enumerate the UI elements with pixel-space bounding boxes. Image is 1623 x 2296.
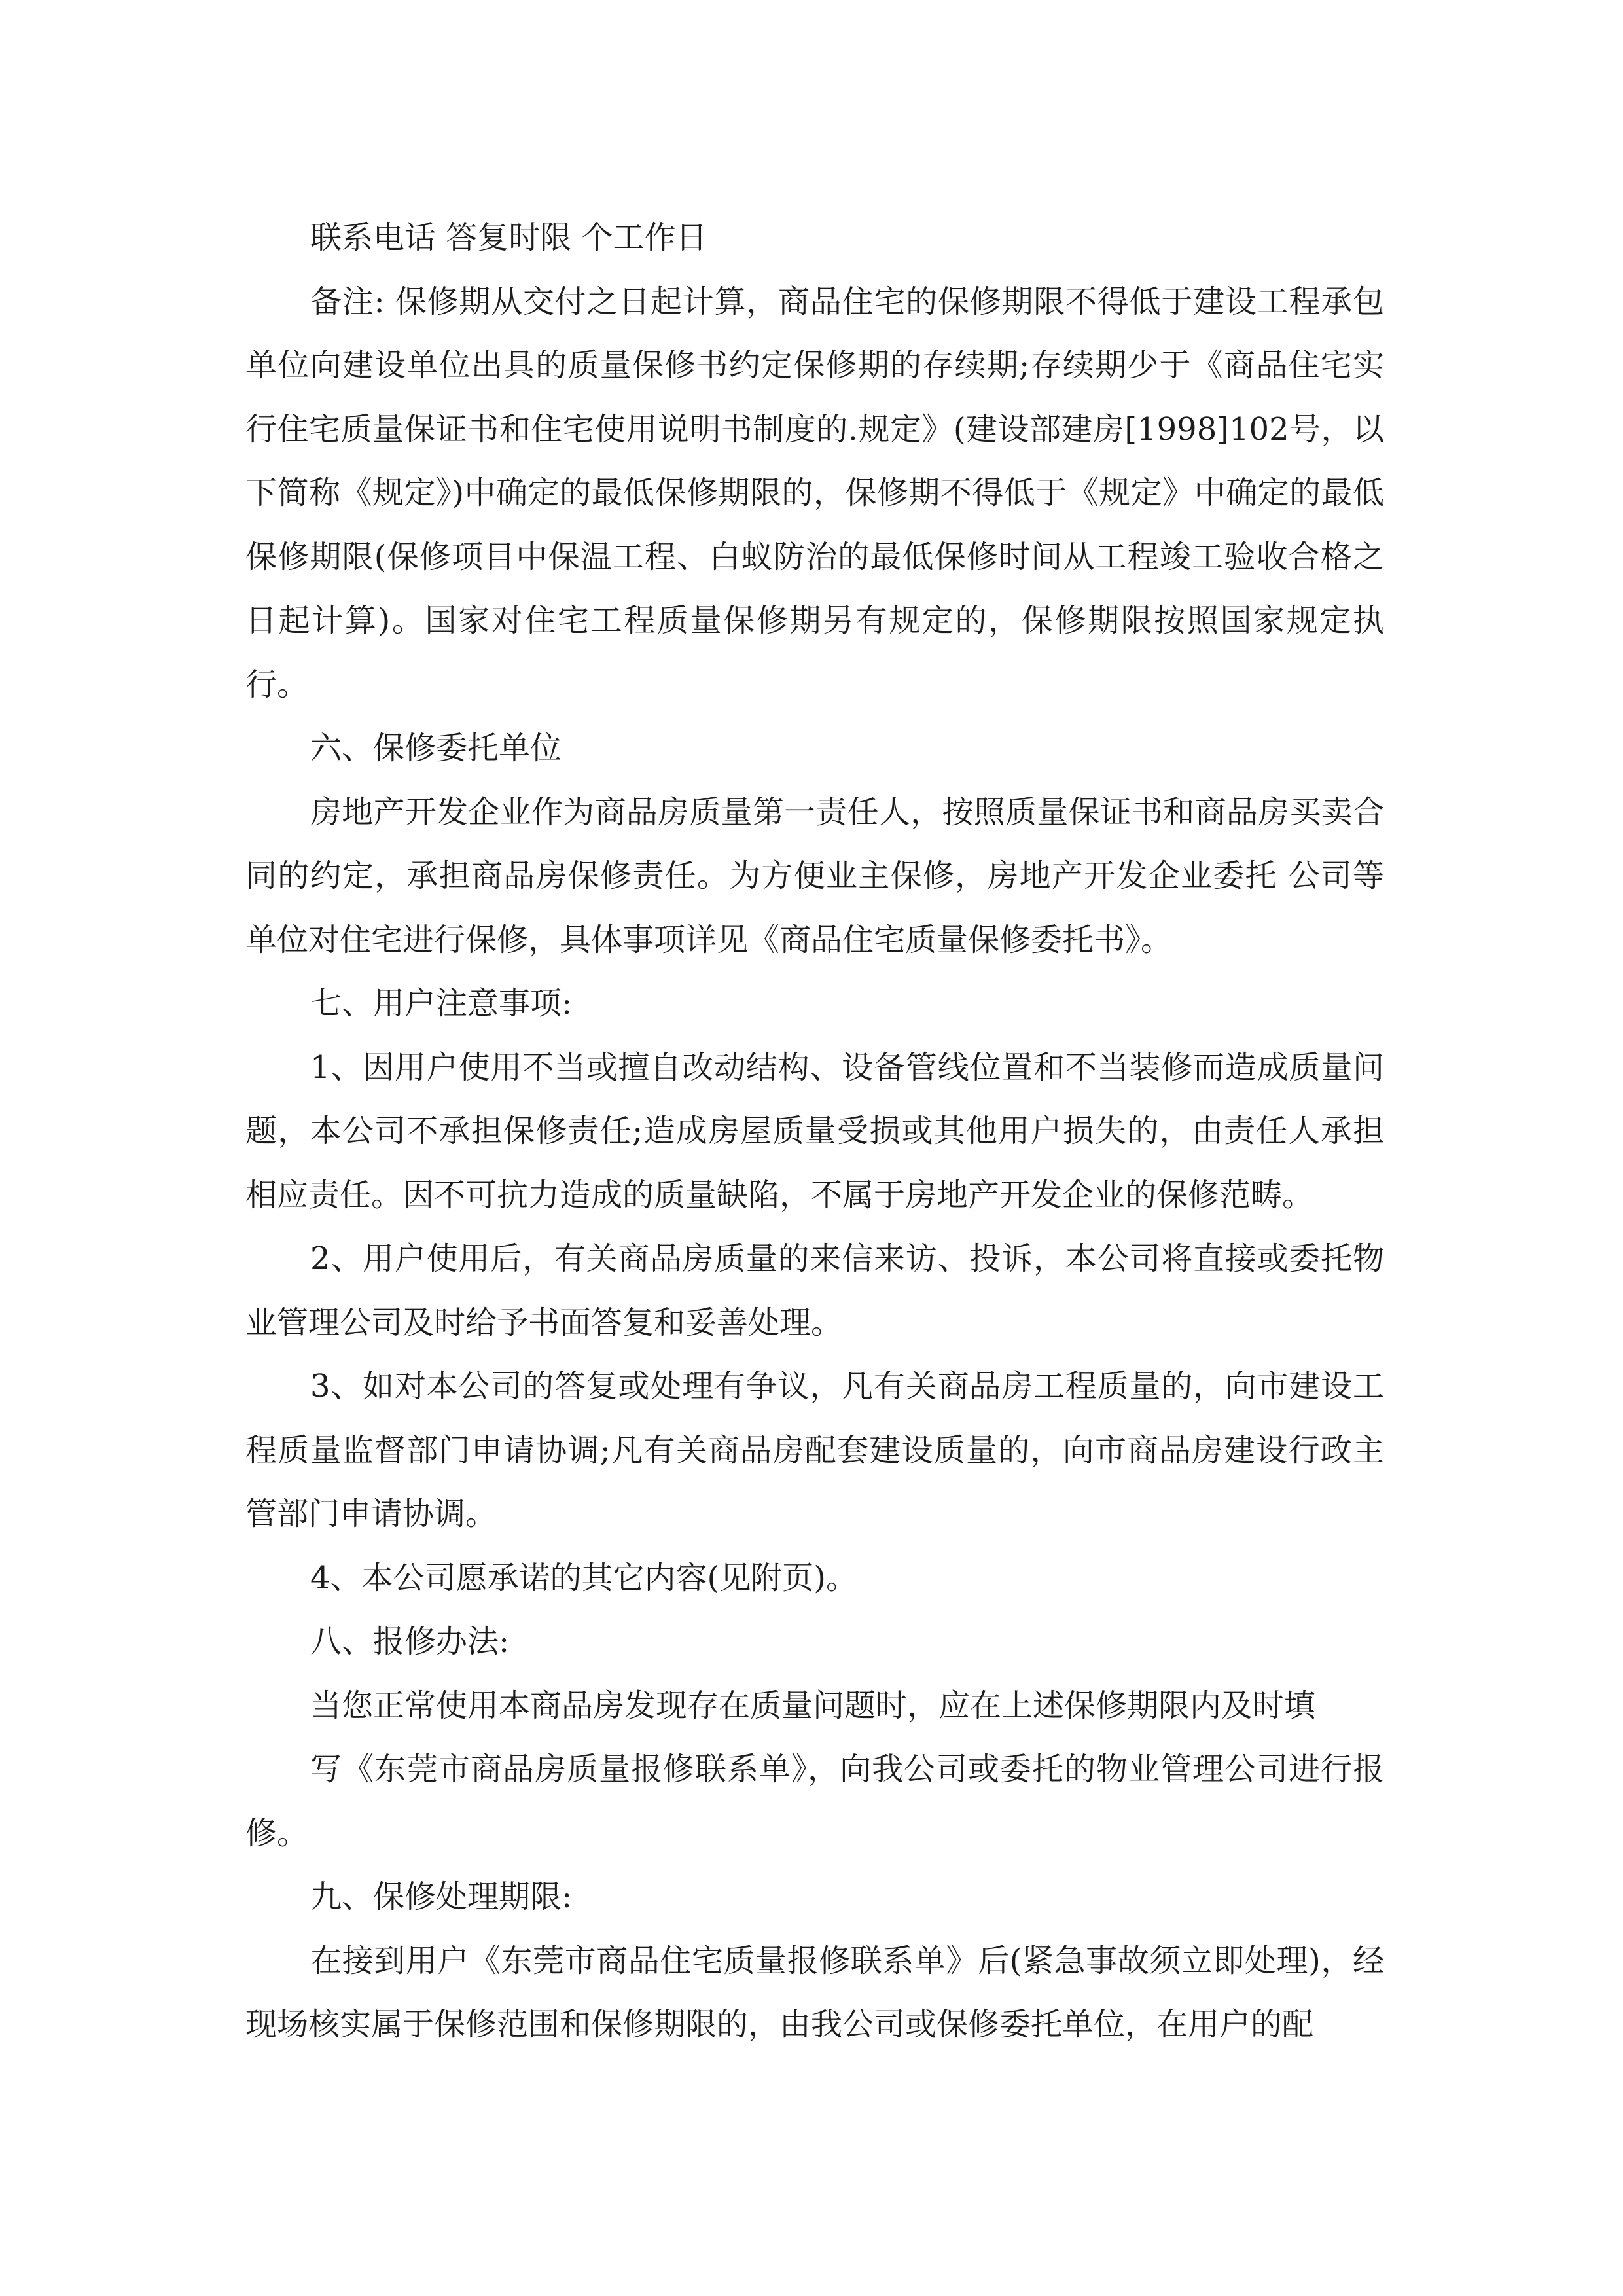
notice-item-3: 3、如对本公司的答复或处理有争议，凡有关商品房工程质量的，向市建设工程质量监督部门申请协调;凡有关商品房配套建设质量的，向市商品房建设行政主管部门申请协调。 (245, 1368, 1384, 1532)
section-heading-6: 六、保修委托单位 (310, 730, 562, 766)
section-heading-7: 七、用户注意事项: (310, 985, 573, 1022)
document-body (245, 206, 1384, 2057)
repair-method-line-2: 写《东莞市商品房质量报修联系单》，向我公司或委托的物业管理公司进行报修。 (245, 1751, 1384, 1852)
section-heading-8: 八、报修办法: (310, 1623, 510, 1660)
section-9-paragraph: 在接到用户《东莞市商品住宅质量报修联系单》后(紧急事故须立即处理)，经现场核实属于保修范围和保修期限的，由我公司或保修委托单位，在用户的配 (245, 1942, 1384, 2043)
contact-line: 联系电话 答复时限 个工作日 (310, 219, 707, 256)
repair-method-line-1: 当您正常使用本商品房发现存在质量问题时，应在上述保修期限内及时填 (310, 1687, 1316, 1724)
notice-item-1: 1、因用户使用不当或擅自改动结构、设备管线位置和不当装修而造成质量问题，本公司不承担保修责任;造成房屋质量受损或其他用户损失的，由责任人承担相应责任。因不可抗力造成的质量缺陷，不属于房地产开发企业的保修范畴。 (245, 1049, 1384, 1213)
section-6-paragraph: 房地产开发企业作为商品房质量第一责任人，按照质量保证书和商品房买卖合同的约定，承担商品房保修责任。为方便业主保修，房地产开发企业委托 公司等单位对住宅进行保修，具体事项详见《商品住宅质量保修委托书》。 (245, 793, 1384, 958)
section-heading-9: 九、保修处理期限: (310, 1878, 573, 1915)
notice-item-2: 2、用户使用后，有关商品房质量的来信来访、投诉，本公司将直接或委托物业管理公司及时给予书面答复和妥善处理。 (245, 1240, 1384, 1341)
note-paragraph: 备注: 保修期从交付之日起计算，商品住宅的保修期限不得低于建设工程承包单位向建设单位出具的质量保修书约定保修期的存续期;存续期少于《商品住宅实行住宅质量保证书和住宅使用说明书制度的.规定》(建设部建房[1998]102号，以下简称《规定》)中确定的最低保修期限的，保修期不得低于《规定》中确定的最低保修期限(保修项目中保温工程、白蚁防治的最低保修时间从工程竣工验收合格之日起计算)。国家对住宅工程质量保修期另有规定的，保修期限按照国家规定执行。 (245, 283, 1384, 703)
notice-item-4: 4、本公司愿承诺的其它内容(见附页)。 (310, 1559, 857, 1596)
